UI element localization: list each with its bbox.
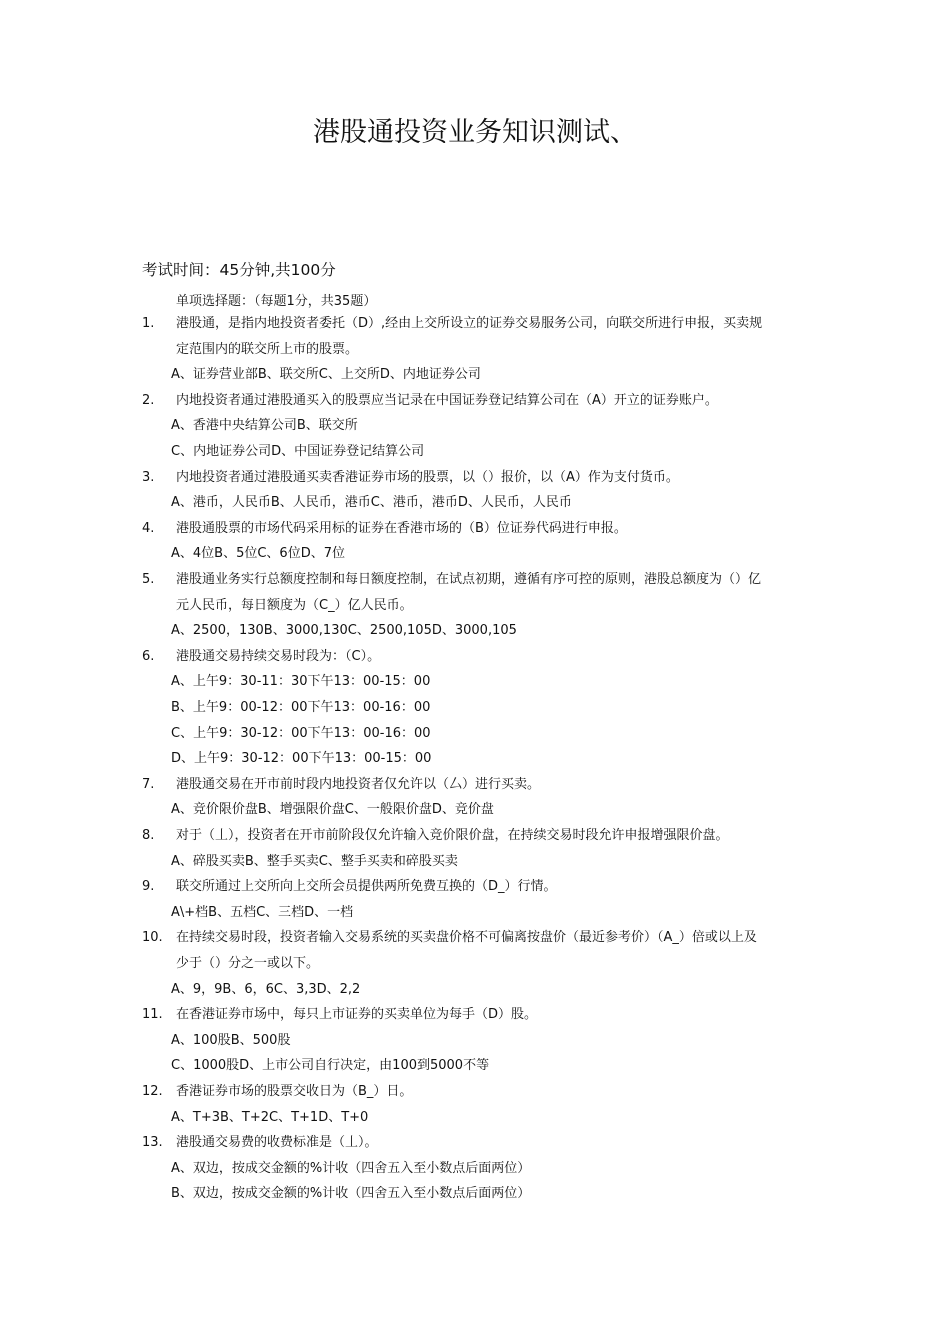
answer-options: A\+档B、五档C、三档D、一档 bbox=[171, 904, 354, 920]
answer-options: A、2500，130B、3000,130C、2500,105D、3000,105 bbox=[171, 623, 517, 639]
question-number: 5. bbox=[142, 572, 155, 587]
answer-options: D、上午9：30-12：00下午13：00-15：00 bbox=[171, 751, 432, 767]
question-text: 港股通业务实行总额度控制和每日额度控制，在试点初期，遵循有序可控的原则，港股总额度为（）亿 bbox=[176, 572, 762, 587]
answer-options: C、内地证券公司D、中国证券登记结算公司 bbox=[171, 444, 425, 459]
question-text: 港股通，是指内地投资者委托（D）,经由上交所设立的证券交易服务公司，向联交所进行申报，买卖规 bbox=[176, 316, 763, 331]
answer-options: A、9，9B、6，6C、3,3D、2,2 bbox=[171, 981, 361, 997]
question-number: 7. bbox=[142, 776, 155, 792]
question-text: 港股通交易持续交易时段为：（C）。 bbox=[176, 648, 381, 664]
question-number: 3. bbox=[142, 469, 155, 485]
question-number: 9. bbox=[142, 879, 155, 895]
question-text-continued: 元人民币，每日额度为（C_）亿人民币。 bbox=[176, 597, 413, 613]
answer-options: A、证券营业部B、联交所C、上交所D、内地证券公司 bbox=[171, 367, 481, 383]
document-title: 港股通投资业务知识测试、 bbox=[313, 117, 637, 148]
question-number: 4. bbox=[142, 520, 155, 536]
answer-options: A、4位B、5位C、6位D、7位 bbox=[171, 546, 345, 562]
question-text-continued: 少于（）分之一或以下。 bbox=[176, 956, 320, 971]
question-text: 香港证券市场的股票交收日为（B_）日。 bbox=[176, 1084, 413, 1099]
question-text: 联交所通过上交所向上交所会员提供两所免费互换的（D_）行情。 bbox=[176, 879, 557, 895]
question-text: 在持续交易时段，投资者输入交易系统的买卖盘价格不可偏离按盘价（最近参考价）（A_）倍或以上及 bbox=[176, 930, 757, 946]
question-number: 12. bbox=[142, 1084, 163, 1099]
answer-options: B、上午9：00-12：00下午13：00-16：00 bbox=[171, 700, 431, 715]
answer-options: A、双边，按成交金额的%计收（四舍五入至小数点后面两位） bbox=[171, 1160, 531, 1176]
answer-options: A、竞价限价盘B、增强限价盘C、一般限价盘D、竞价盘 bbox=[171, 802, 494, 818]
question-text: 内地投资者通过港股通买入的股票应当记录在中国证券登记结算公司在（A）开立的证券账户。 bbox=[176, 392, 718, 408]
answer-options: A、T+3B、T+2C、T+1D、T+0 bbox=[171, 1109, 369, 1125]
question-text: 对于（丄），投资者在开市前阶段仅允许输入竞价限价盘，在持续交易时段允许申报增强限价盘。 bbox=[176, 828, 729, 843]
question-number: 10. bbox=[142, 930, 163, 946]
answer-options: A、100股B、500股 bbox=[171, 1032, 291, 1048]
question-number: 8. bbox=[142, 828, 155, 843]
question-number: 2. bbox=[142, 392, 155, 408]
answer-options: A、碎股买卖B、整手买卖C、整手买卖和碎股买卖 bbox=[171, 853, 458, 869]
question-number: 11. bbox=[142, 1007, 163, 1023]
answer-options: B、双边，按成交金额的%计收（四舍五入至小数点后面两位） bbox=[171, 1186, 531, 1202]
question-number: 13. bbox=[142, 1135, 163, 1151]
question-text: 在香港证券市场中，每只上市证券的买卖单位为每手（D）股。 bbox=[176, 1007, 538, 1023]
question-text: 港股通交易费的收费标准是（丄）。 bbox=[176, 1135, 378, 1151]
question-number: 6. bbox=[142, 648, 155, 664]
question-text: 港股通股票的市场代码采用标的证券在香港市场的（B）位证券代码进行申报。 bbox=[176, 520, 627, 536]
question-number: 1. bbox=[142, 316, 155, 331]
exam-info: 考试时间：45分钟,共100分 bbox=[142, 261, 336, 279]
answer-options: A、香港中央结算公司B、联交所 bbox=[171, 418, 358, 434]
question-text-continued: 定范围内的联交所上市的股票。 bbox=[176, 341, 359, 357]
answer-options: C、上午9：30-12：00下午13：00-16：00 bbox=[171, 725, 431, 741]
question-text: 内地投资者通过港股通买卖香港证券市场的股票，以（）报价，以（A）作为支付货币。 bbox=[176, 469, 679, 485]
section-heading: 单项选择题：（每题1分，共35题） bbox=[176, 294, 377, 309]
answer-options: A、上午9：30-11：30下午13：00-15：00 bbox=[171, 674, 431, 690]
answer-options: C、1000股D、上市公司自行决定，由100到5000不等 bbox=[171, 1058, 490, 1074]
question-text: 港股通交易在开市前时段内地投资者仅允许以（厶）进行买卖。 bbox=[176, 776, 541, 792]
answer-options: A、港币，人民币B、人民币，港币C、港币，港币D、人民币，人民币 bbox=[171, 495, 572, 511]
